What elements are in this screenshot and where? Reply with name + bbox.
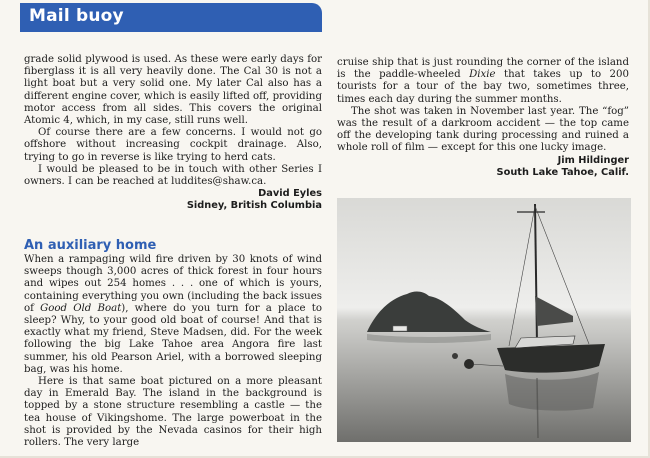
letter-2-paragraph-1 [24,254,322,376]
letter-2-paragraph-2: Here is that same boat pictured on a more pleasant day in Emerald Bay. The island in the background is topped by a stone structure resembling a castle — the tea house of Vikingshome. The large powerboat in the shot is provided by the Nevada casinos for their high rollers. The very large [24,376,322,449]
letter-1-body [24,54,322,213]
letter-2-p1-italic: Good Old Boat [40,302,122,314]
letter-2-p3-text-a: cruise ship that is just rounding the corner of the island is the paddle-wheeled [337,57,629,81]
letter-2-p1-text-a: When a rampaging wild fire driven by 30 knots of wind sweeps though 3,000 acres of thick forest in four hours and wipes out 254 homes . . . one of which is yours, containing everything you own (including the back issues of [24,254,322,314]
section-header-bar [20,3,322,32]
letter-1-author: David Eyles [258,188,322,200]
letter-2-p1-text-b: ), where do you turn for a place to sleep? Why, to your good old boat of course! And that is exactly what my friend, Steve Madsen, did. For the week following the big Lake Tahoe area Angora fire last summer, his old Pearson Ariel, with a borrowed sleeping bag, was his home. [24,302,322,375]
letter-1-paragraph-2: Of course there are a few concerns. I would not go offshore without increasing cockpit drainage. Also, trying to go in reverse is like trying to herd cats. [24,127,322,163]
letter-2-heading: An auxiliary home [24,238,157,253]
letter-2-body-left [24,254,322,449]
letter-1-signature [24,188,322,212]
sailboat-photo [337,198,631,442]
letter-2-signature [337,155,629,179]
letter-2-body-right [337,57,629,179]
letter-1-location: Sidney, British Columbia [186,200,322,212]
letter-2-paragraph-3 [337,57,629,106]
sailboat-hull [497,344,605,373]
letter-2-p3-italic: Dixie [469,69,496,81]
section-title: Mail buoy [29,6,124,26]
letter-2-location: South Lake Tahoe, Calif. [496,166,629,178]
letter-2-p3-text-b: that takes up to 200 tourists for a tour of the bay two, sometimes three, times each day during the summer months. [337,69,629,105]
sailboat-photo-image [337,198,631,442]
letter-2-author: Jim Hildinger [557,154,629,166]
letter-1-paragraph-1: grade solid plywood is used. As these were early days for fiberglass it is all very heavily done. The Cal 30 is not a light boat but a very solid one. My later Cal also has a different engine cover, which is easily lifted off, providing motor access from all sides. This covers the original Atomic 4, which, in my case, still runs well. [24,54,322,127]
letter-1-paragraph-3: I would be pleased to be in touch with other Series I owners. I can be reached at luddites@shaw.ca. [24,163,322,188]
letter-2-paragraph-4: The shot was taken in November last year. The “fog” was the result of a darkroom accident — the top came off the developing tank during processing and ruined a whole roll of film — except for this one lucky image. [337,105,629,154]
